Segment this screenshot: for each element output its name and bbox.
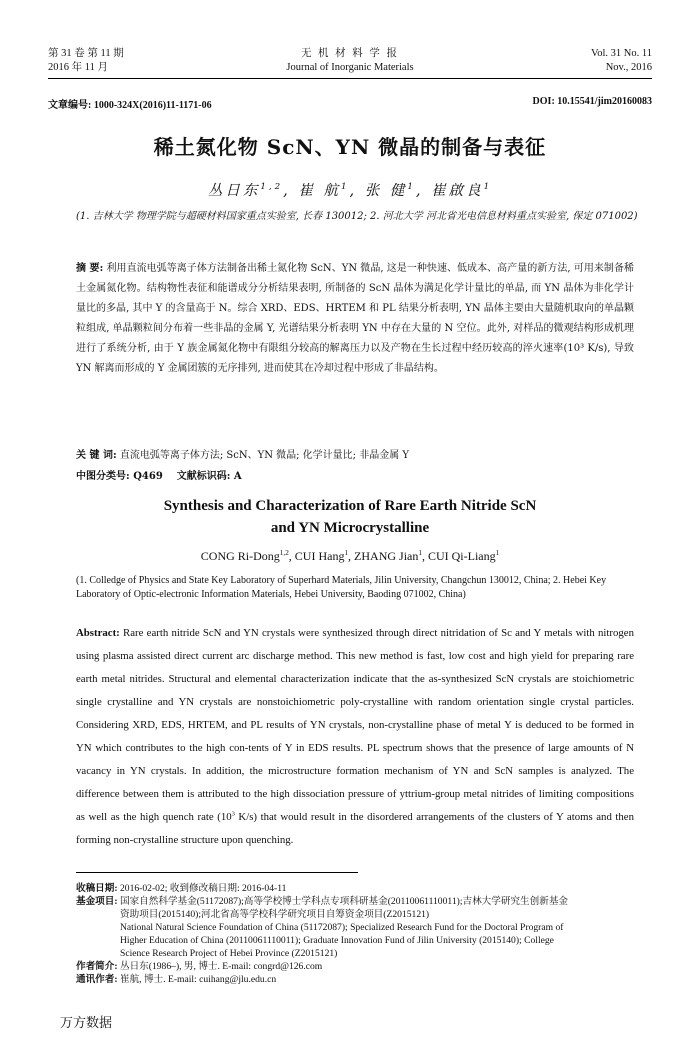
author-bio [76,960,636,973]
author-cn-2-affil: 1 [341,182,350,193]
corresponding-author [76,973,636,986]
header-rule [48,78,652,79]
article-number: 文章编号: 1000-324X(2016)11-1171-06 [48,100,212,111]
watermark: 万方数据 [60,1016,113,1031]
footnote-rule [76,872,358,873]
fund-line: 资助项目(2015140);河北省高等学校科学研究项目自筹资金项目(Z2015121) [119,909,430,920]
author-en-3: ZHANG Jian [354,549,419,563]
abstract-en-text-1: Rare earth nitride ScN and YN crystals were synthesized through direct nitridation of Sc and Y metals with nitrogen using plasma assisted direct current arc discharge method. This new method is fast, low cost and high yield for preparing rare earth metal nitrides. Structural and elemental characterization indicate that the as-synthesized ScN crystals are stoichiometric single crystalline and YN crystals are nonstoichiometric poly-crystalline with random orientation single crystal particles. Considering XRD, EDS, HRTEM, and PL results of YN crystals, non-crystalline phase of metal Y is deduced to be formed in YN which contributes to the high con-tents of Y in EDS results. PL spectrum shows that the presence of large amounts of N vacancy in YN crystals. In addition, the microstructure formation mechanism of YN and ScN samples is analyzed. The difference between them is attributed to the high dissociation pressure of yttrium-group metal nitrides of limiting compositions as well as the high quench rate (10 [76,627,634,823]
author-en-3-affil: 1 [418,549,422,557]
doi: DOI: 10.15541/jim20160083 [532,96,652,107]
author-cn-2: 崔 航 [298,183,341,199]
title-en [0,495,700,539]
funding [76,895,636,960]
affiliation-cn: (1. 吉林大学 物理学院与超硬材料国家重点实验室, 长春 130012; 2. 河北大学 河北省光电信息材料重点实验室, 保定 071002) [76,211,638,222]
fund-line: Science Research Project of Hebei Province (Z2015121) [119,948,338,959]
author-cn-4: 崔啟良 [431,183,484,199]
author-cn-4-affil: 1 [483,182,493,193]
keywords-cn-text: 直流电弧等离子体方法; ScN、YN 微晶; 化学计量比; 非晶金属 Y [119,450,409,461]
footnotes [76,882,636,986]
doc-code-value: A [233,471,242,482]
authors-cn: 丛日东$^{1,2}$, 崔 航$^1$, 张 健$^1$, 崔啟良$^1$ [207,182,493,199]
author-en-1-affil: 1,2 [279,549,289,557]
author-en-4: CUI Qi-Liang [427,549,496,563]
classification-cn [76,467,636,482]
journal-name-cn: 无 机 材 料 学 报 [300,48,400,59]
keywords-cn-label: 关 键 词: [76,450,117,461]
received-value: 2016-02-02; 收到修改稿日期: 2016-04-11 [119,883,287,894]
received-date [76,882,636,895]
abstract-en-text-2: K/s) that would result in the disordered arrangements of the clusters of Y atoms and then forming non-crystalline structure upon quenching. [76,811,634,846]
date-en: Nov., 2016 [605,62,652,73]
journal-name-en: Journal of Inorganic Materials [286,62,414,73]
abstract-cn-text: 利用直流电弧等离子体方法制备出稀土氮化物 ScN、YN 微晶, 这是一种快速、低成本、高产量的新方法, 可用来制备稀土金属氮化物。结构物性表征和能谱成分分析结果表明, 所制备的 ScN 晶体为满足化学计量比的单晶, 而 YN 晶体为非化学计量比的多晶, 其中 Y 的含量高于 N。综合 XRD、EDS、HRTEM 和 PL 结果分析表明, YN 晶体主要由大量随机取向的单晶颗粒组成, 单晶颗粒间分布着一些非晶的金属 Y, 光谱结果分析表明 YN 中存在大量的 N 空位。此外, 对样品的微观结构形成机理进行了系统分析, 由于 Y 族金属氮化物中有限组分较高的解离压力以及产物在生长过程中经历较高的淬火速率(10³ K/s), 导致 YN 解离而形成的 Y 金属团簇的无序排列, 进而使其在冷却过程中形成了非晶结构。 [76,263,634,374]
corr-value: 崔航, 博士. E-mail: cuihang@jlu.edu.cn [119,974,277,985]
fund-line: National Natural Science Foundation of China (51172087); Specialized Research Fund for the Doctoral Program of [119,922,564,933]
author-en-2-affil: 1 [344,549,349,557]
title-en-line2: and YN Microcrystalline [270,520,430,536]
author-bio-value: 丛日东(1986–), 男, 博士. E-mail: congrd@126.com [119,961,323,972]
author-bio-label: 作者简介: [76,961,118,972]
abstract-en-label: Abstract: [76,627,120,639]
clc-value: Q469 [133,471,163,482]
journal-issue-en [591,47,652,75]
author-cn-1-affil: 1,2 [260,182,284,193]
fund-line: Higher Education of China (20110061110011); Graduate Innovation Fund of Jilin University (2015140); College [119,935,554,946]
authors-en: CONG Ri-Dong$^{1,2}$, CUI Hang$^1$, ZHANG Jian$^1$, CUI Qi-Liang$^1$ [200,549,500,563]
author-en-1: CONG Ri-Dong [200,549,280,563]
quench-rate-exponent: 3 [231,810,235,818]
fund-lines [120,895,568,960]
abstract-en [76,622,634,852]
author-en-2: CUI Hang [294,549,345,563]
doc-code-label: 文献标识码: [176,471,231,482]
abstract-cn [76,259,634,379]
date-cn: 2016 年 11 月 [48,62,108,73]
title-en-line1: Synthesis and Characterization of Rare Earth Nitride ScN [163,498,537,514]
affiliation-en: (1. Colledge of Physics and State Key Laboratory of Superhard Materials, Jilin University, Changchun 130012, China; 2. Hebei Key Laboratory of Optic-electronic Information Materials, Hebei University, Baoding 071002, China) [76,575,607,600]
received-label: 收稿日期: [76,883,118,894]
keywords-cn [76,446,636,461]
author-cn-1: 丛日东 [207,183,261,199]
clc-label: 中图分类号: [76,471,130,482]
author-cn-3: 张 健 [364,183,408,199]
volume-issue-cn: 第 31 卷 第 11 期 [48,48,124,59]
fund-line: 国家自然科学基金(51172087);高等学校博士学科点专项科研基金(20110061110011);吉林大学研究生创新基金 [119,896,569,907]
author-en-4-affil: 1 [495,549,500,557]
fund-label: 基金项目: [76,896,118,907]
title-cn: 稀土氮化物 ScN、YN 微晶的制备与表征 [153,135,547,159]
author-cn-3-affil: 1 [407,182,416,193]
volume-issue-en: Vol. 31 No. 11 [591,48,652,59]
abstract-cn-label: 摘 要: [76,263,104,274]
corr-label: 通讯作者: [76,974,118,985]
